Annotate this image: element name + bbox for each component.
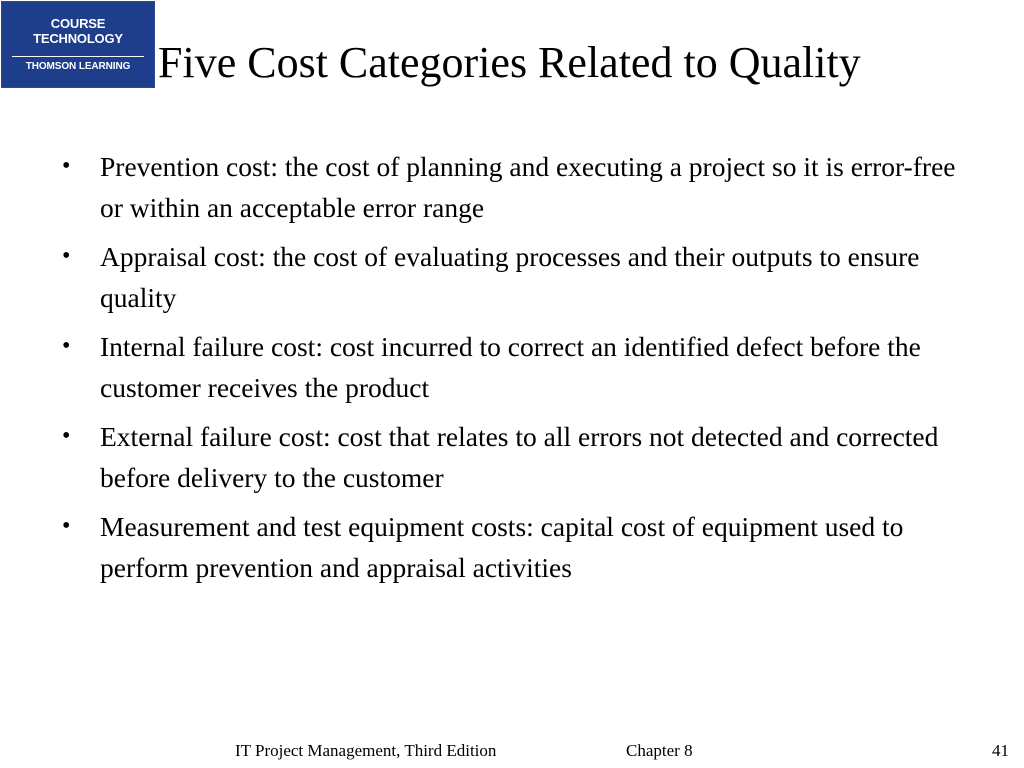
bullet-text: Prevention cost: the cost of planning and executing a project so it is error-free or within an acceptable error range bbox=[100, 151, 956, 223]
bullet-text: Appraisal cost: the cost of evaluating processes and their outputs to ensure quality bbox=[100, 241, 920, 313]
footer-book-title: IT Project Management, Third Edition bbox=[235, 741, 497, 760]
logo-line-course: COURSE bbox=[50, 16, 106, 31]
bullet-item-internal-failure-cost bbox=[62, 326, 962, 408]
bullet-text: Measurement and test equipment costs: capital cost of equipment used to perform prevention and appraisal activities bbox=[100, 511, 904, 583]
footer-page-number: 41 bbox=[992, 741, 1009, 760]
bullet-list bbox=[62, 146, 962, 596]
bullet-icon: • bbox=[62, 333, 71, 359]
slide-title: Five Cost Categories Related to Quality bbox=[158, 38, 861, 87]
bullet-text: External failure cost: cost that relates to all errors not detected and corrected before delivery to the customer bbox=[100, 421, 939, 493]
bullet-icon: • bbox=[62, 513, 71, 539]
bullet-item-prevention-cost bbox=[62, 146, 962, 228]
logo-line-technology: TECHNOLOGY bbox=[33, 31, 123, 46]
bullet-icon: • bbox=[62, 423, 71, 449]
bullet-item-appraisal-cost bbox=[62, 236, 962, 318]
course-technology-logo bbox=[1, 1, 155, 88]
bullet-text: Internal failure cost: cost incurred to correct an identified defect before the customer receives the product bbox=[100, 331, 921, 403]
logo-divider bbox=[12, 56, 144, 57]
footer-chapter: Chapter 8 bbox=[626, 741, 693, 760]
bullet-icon: • bbox=[62, 243, 71, 269]
logo-line-thomson-learning: THOMSON LEARNING bbox=[25, 61, 131, 72]
bullet-item-external-failure-cost bbox=[62, 416, 962, 498]
bullet-icon: • bbox=[62, 153, 71, 179]
bullet-item-measurement-test-equipment-costs bbox=[62, 506, 962, 588]
